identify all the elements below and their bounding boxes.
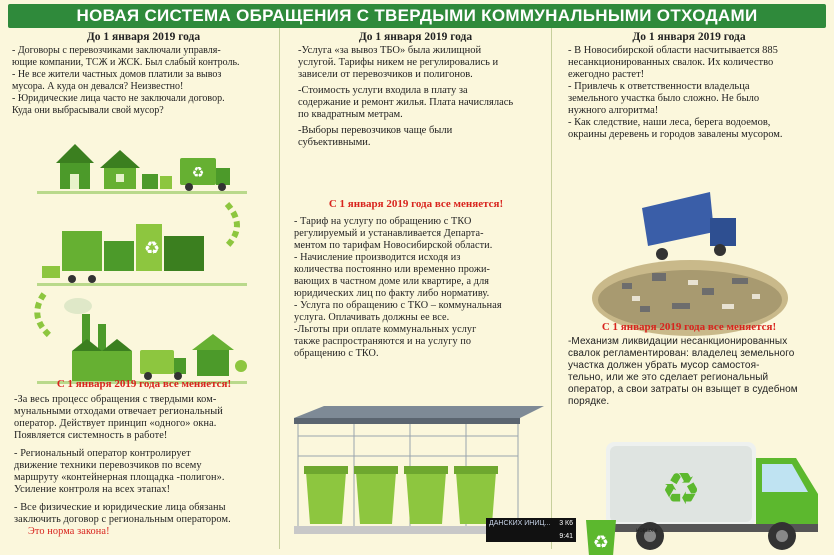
text-line: регулируемый и устанавливается Департа- <box>294 228 484 239</box>
date-heading: До 1 января 2019 года <box>632 31 746 43</box>
text-line: - Региональный оператор контролирует <box>14 448 191 459</box>
text-line: ментом по тарифам Новосибирской области. <box>294 240 493 251</box>
text-line: - Как следствие, наши леса, берега водоемов, <box>568 117 771 128</box>
column-before-tariff <box>280 28 573 549</box>
text-line: движение техники перевозчиков по всему <box>14 460 202 471</box>
page-title: НОВАЯ СИСТЕМА ОБРАЩЕНИЯ С ТВЕРДЫМИ КОММУНАЛЬНЫМИ ОТХОДАМИ <box>8 4 826 28</box>
text-line: Куда они выбрасывали свой мусор? <box>12 105 164 116</box>
before-text <box>12 45 275 117</box>
text-line: ющие компании, ТСЖ и ЖСК. Был слабый контроль. <box>12 57 240 68</box>
text-line: окраины деревень и городов завалены мусором. <box>568 129 783 140</box>
column-before-dumps <box>552 28 826 553</box>
sorting-plant-icon <box>42 224 204 283</box>
text-line: - Не все жители частных домов платили за вывоз <box>12 69 222 80</box>
change-text <box>568 336 818 408</box>
change-text <box>14 394 276 538</box>
text-line: вающих в частном доме или квартире, а для <box>294 276 490 287</box>
truck-icon <box>140 350 186 380</box>
text-line: по квадратным метрам. <box>298 109 403 120</box>
house-icon <box>56 144 94 189</box>
text-line: тельно, или же это сделает региональный <box>568 372 769 383</box>
date-heading: До 1 января 2019 года <box>358 31 473 43</box>
svg-text:♻: ♻ <box>191 165 205 181</box>
container-icon <box>404 466 448 524</box>
svg-text:♻: ♻ <box>592 532 610 553</box>
text-line: оператор, а свои затраты он взыщет в судебном <box>568 384 798 395</box>
text-line: - Тариф на услугу по обращению с ТКО <box>294 216 472 227</box>
text-line: нужного алгоритма! <box>568 105 659 116</box>
text-line: ежегодно растет! <box>568 69 645 80</box>
change-heading: С 1 января 2019 года все меняется! <box>328 198 504 210</box>
text-line: - Привлечь к ответственности владельца <box>568 81 750 92</box>
text-line: участка должен убрать мусор самостоя- <box>568 360 760 371</box>
container-icon <box>354 466 398 524</box>
before-text <box>298 45 535 149</box>
overlay-time: 9:41 <box>559 533 573 540</box>
recycle-bin-icon <box>586 520 616 555</box>
truck-icon <box>180 158 230 191</box>
text-line: -За весь процесс обращения с твердыми ком- <box>14 394 217 405</box>
text-line: обращению с ТКО. <box>294 348 379 359</box>
shop-icon <box>192 334 247 376</box>
garbage-truck-illustration <box>586 428 822 555</box>
text-line: - Начисление производится исходя из <box>294 252 461 263</box>
before-text <box>568 45 814 141</box>
text-line: заключить договор с региональным оператором. <box>14 514 231 525</box>
change-heading: С 1 января 2019 года все меняется! <box>601 321 777 333</box>
house-icon <box>100 150 140 189</box>
text-line: содержание и ремонт жилья. Плата начислялась <box>298 97 514 108</box>
text-line: Усиление контроля на всех этапах! <box>14 484 171 495</box>
text-line: порядке. <box>568 396 610 407</box>
text-line: Появляется системность в работе! <box>14 430 168 441</box>
truck-label: новых к <box>636 528 658 534</box>
text-line: юридических лиц по факту либо нормативу. <box>294 288 490 299</box>
svg-text:♻: ♻ <box>144 238 161 259</box>
text-line: услуга. Оплачивать должны ее все. <box>294 312 450 323</box>
overlay-text: ДАНСКИХ ИНИЦ... <box>489 520 551 527</box>
svg-text:♻: ♻ <box>661 464 701 515</box>
factory-icon <box>64 298 132 381</box>
text-line: мусора. А куда он девался? Неизвестно! <box>12 81 184 92</box>
overlay-code: 3 К6 <box>559 520 573 527</box>
container-icon <box>142 174 172 189</box>
text-line: - В Новосибирской области насчитывается 885 <box>568 45 778 56</box>
change-heading: С 1 января 2019 года все меняется! <box>56 378 232 390</box>
text-line: - Услуга по обращению с ТКО – коммунальная <box>294 300 502 311</box>
change-text <box>294 216 542 360</box>
text-line: -Услуга «за вывоз ТБО» была жилищной <box>298 45 482 56</box>
text-line: земельного участка было сложно. Не было <box>568 93 760 104</box>
text-line: -Льготы при оплате коммунальных услуг <box>294 324 477 335</box>
text-line: - Договоры с перевозчиками заключали управля- <box>12 45 221 56</box>
date-heading: До 1 января 2019 года <box>86 31 201 43</box>
text-line: услугой. Тарифы никем не регулировались и <box>298 57 499 68</box>
waste-cycle-illustration <box>32 136 262 398</box>
text-line: несанкционированных свалок. Их количество <box>568 57 774 68</box>
text-line: также распространяются и на услугу по <box>294 336 472 347</box>
container-icon <box>304 466 348 524</box>
text-line: субъективными. <box>298 137 371 148</box>
garbage-dump-icon <box>592 188 788 336</box>
column-before-contracts <box>8 28 280 549</box>
container-icon <box>454 466 498 524</box>
text-line: маршруту «контейнерная площадка -полигон». <box>14 472 225 483</box>
text-line: оператор. Действует принцип «одного» окна. <box>14 418 217 429</box>
text-line: - Юридические лица часто не заключали договор. <box>12 93 225 104</box>
text-line: -Стоимость услуги входила в плату за <box>298 85 468 96</box>
text-line: -Выборы перевозчиков чаще были <box>298 125 453 136</box>
closing-line: Это норма закона! <box>28 526 110 537</box>
text-line: свалок регламентирован: владелец земельного <box>568 348 795 359</box>
text-line: количества постоянно или временно прожи- <box>294 264 491 275</box>
text-line: - Все физические и юридические лица обязаны <box>14 502 226 513</box>
text-line: мунальными отходами отвечает региональный <box>14 406 223 417</box>
truck-icon <box>642 192 736 260</box>
text-line: зависели от перевозчиков и полигонов. <box>298 69 473 80</box>
text-line: -Механизм ликвидации несанкционированных <box>568 336 788 347</box>
